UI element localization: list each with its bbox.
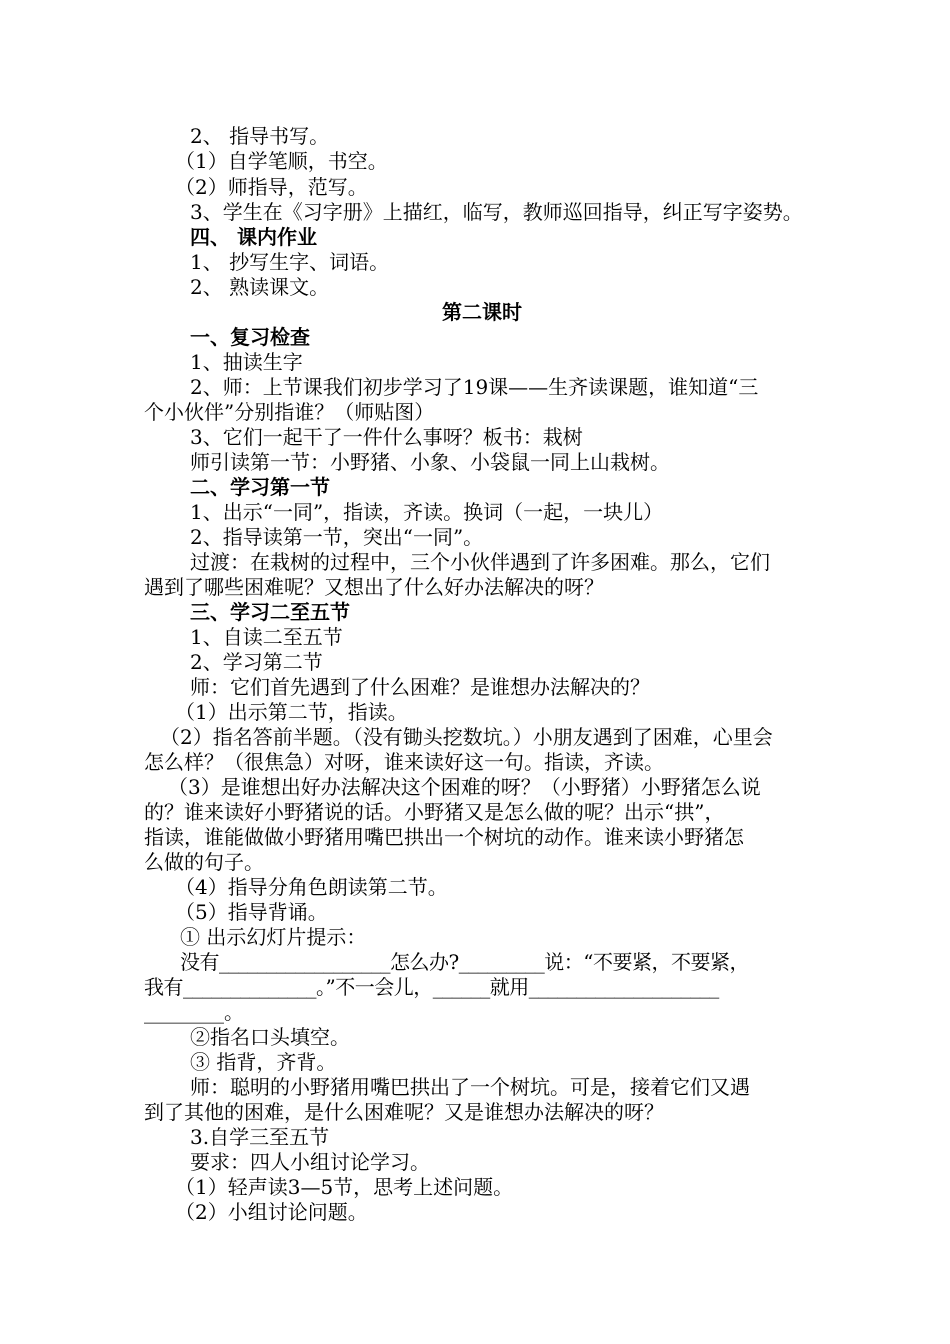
section-heading: 一、复习检查: [190, 325, 310, 349]
text-line: 师：它们首先遇到了什么困难？是谁想办法解决的？: [190, 675, 650, 699]
fill-in-line: 没有__________________怎么办?_________说：“不要紧，不要紧，: [180, 950, 749, 974]
text-line: 1、抽读生字: [190, 350, 303, 374]
text-line: （3）是谁想出好办法解决这个困难的呀？（小野猪）小野猪怎么说: [168, 775, 761, 799]
text-line: 2、师：上节课我们初步学习了19课——生齐读课题，谁知道“三: [190, 375, 759, 399]
text-line: （4）指导分角色朗读第二节。: [175, 875, 448, 899]
text-line: 么做的句子。: [144, 850, 264, 874]
text-line: 2、指导读第一节，突出“一同”。: [190, 525, 484, 549]
fill-in-line: 我有______________。”不一会儿，______就用____________________: [144, 975, 719, 999]
text-line: 1、 抄写生字、词语。: [190, 250, 390, 274]
text-line: （1）轻声读3—5节，思考上述问题。: [175, 1175, 514, 1199]
text-line: 3、它们一起干了一件什么事呀？板书：栽树: [190, 425, 583, 449]
text-line: 3、学生在《习字册》上描红，临写，教师巡回指导，纠正写字姿势。: [190, 200, 803, 224]
text-line: ②指名口头填空。: [190, 1025, 350, 1049]
text-line: 过渡：在栽树的过程中，三个小伙伴遇到了许多困难。那么，它们: [190, 550, 770, 574]
lesson-title: 第二课时: [442, 300, 522, 324]
text-line: （2）小组讨论问题。: [175, 1200, 368, 1224]
text-line: 2、 指导书写。: [190, 124, 330, 148]
fill-in-line: ________。: [144, 1000, 244, 1024]
text-line: 3.自学三至五节: [190, 1125, 330, 1149]
text-line: ① 出示幻灯片提示：: [180, 925, 367, 949]
text-line: （5）指导背诵。: [175, 900, 328, 924]
text-line: ③ 指背，齐背。: [190, 1050, 337, 1074]
text-line: （1）自学笔顺，书空。: [175, 149, 388, 173]
text-line: （1）出示第二节，指读。: [175, 700, 408, 724]
text-line: 怎么样？（很焦急）对呀，谁来读好这一句。指读，齐读。: [144, 750, 664, 774]
text-line: （2）指名答前半题。（没有锄头挖数坑。）小朋友遇到了困难，心里会: [160, 725, 773, 749]
text-line: 2、 熟读课文。: [190, 275, 330, 299]
text-line: 指读，谁能做做小野猪用嘴巴拱出一个树坑的动作。谁来读小野猪怎: [144, 825, 744, 849]
text-line: 要求：四人小组讨论学习。: [190, 1150, 430, 1174]
text-line: （2）师指导，范写。: [175, 175, 368, 199]
text-line: 2、学习第二节: [190, 650, 323, 674]
text-line: 师引读第一节：小野猪、小象、小袋鼠一同上山栽树。: [190, 450, 670, 474]
section-heading: 四、 课内作业: [190, 225, 317, 249]
text-line: 1、自读二至五节: [190, 625, 343, 649]
text-line: 遇到了哪些困难呢？又想出了什么好办法解决的呀？: [144, 575, 604, 599]
text-line: 到了其他的困难，是什么困难呢？又是谁想办法解决的呀？: [144, 1100, 664, 1124]
text-line: 1、出示“一同”，指读，齐读。换词（一起，一块儿）: [190, 500, 664, 524]
section-heading: 二、学习第一节: [190, 475, 330, 499]
section-heading: 三、学习二至五节: [190, 600, 350, 624]
text-line: 师：聪明的小野猪用嘴巴拱出了一个树坑。可是，接着它们又遇: [190, 1075, 750, 1099]
text-line: 的？谁来读好小野猪说的话。小野猪又是怎么做的呢？出示“拱”，: [144, 800, 725, 824]
text-line: 个小伙伴”分别指谁？（师贴图）: [144, 400, 435, 424]
